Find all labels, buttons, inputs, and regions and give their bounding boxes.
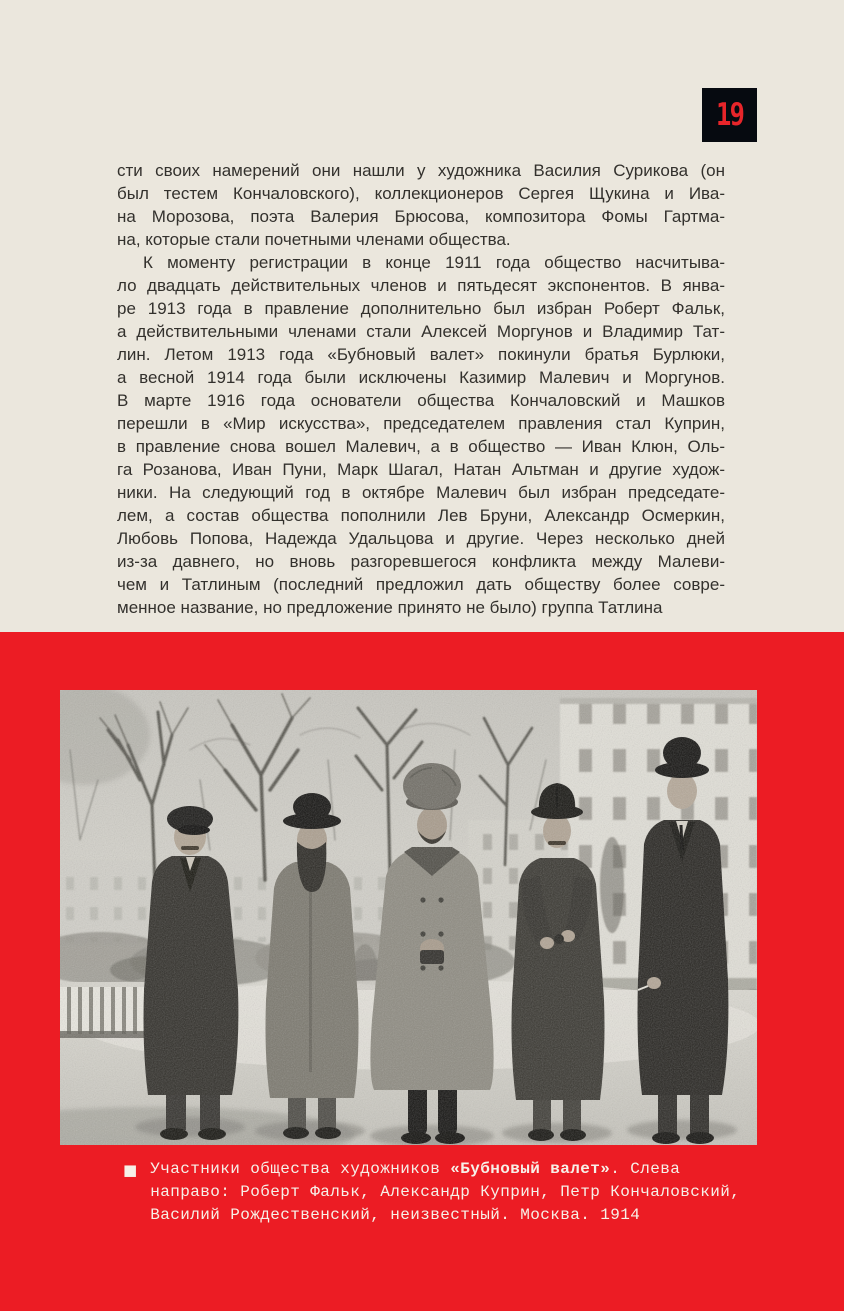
caption-line xyxy=(150,1158,740,1181)
body-line: лем, а состав общества пополнили Лев Бруни, Александр Осмеркин, xyxy=(117,506,725,525)
photo-caption-lines xyxy=(150,1158,740,1227)
red-section xyxy=(0,632,844,1311)
photo-caption xyxy=(123,1158,763,1227)
body-line: а действительными членами стали Алексей Моргунов и Владимир Тат- xyxy=(117,322,725,341)
body-line: ре 1913 года в правление дополнительно был избран Роберт Фальк, xyxy=(117,299,725,318)
caption-line xyxy=(150,1181,740,1204)
body-line: лин. Летом 1913 года «Бубновый валет» покинули братья Бурлюки, xyxy=(117,345,725,364)
body-line: К моменту регистрации в конце 1911 года общество насчитыва- xyxy=(143,253,725,272)
body-line: ло двадцать действительных членов и пятьдесят экспонентов. В янва- xyxy=(117,276,725,295)
body-line: на, которые стали почетными членами общества. xyxy=(117,230,511,249)
body-line: из-за давнего, но вновь разгоревшегося конфликта между Малеви- xyxy=(117,552,725,571)
body-text xyxy=(117,159,725,619)
photo-frame xyxy=(60,690,757,1145)
body-line: а весной 1914 года были исключены Казимир Малевич и Моргунов. xyxy=(117,368,725,387)
body-line: га Розанова, Иван Пуни, Марк Шагал, Натан Альтман и другие худож- xyxy=(117,460,725,479)
caption-text: Василий Рождественский, неизвестный. Москва. 1914 xyxy=(150,1206,641,1224)
body-line: менное название, но предложение принято не было) группа Татлина xyxy=(117,598,663,617)
body-line: был тестем Кончаловского), коллекционеров Сергея Щукина и Ива- xyxy=(117,184,725,203)
body-line: на Морозова, поэта Валерия Брюсова, композитора Фомы Гартма- xyxy=(117,207,725,226)
caption-text: Участники общества художников xyxy=(150,1160,451,1178)
caption-bullet-icon: ■ xyxy=(123,1161,138,1179)
group-photo xyxy=(60,690,757,1145)
body-line: сти своих намерений они нашли у художника Василия Сурикова (он xyxy=(117,161,725,180)
caption-text: направо: Роберт Фальк, Александр Куприн, Петр Кончаловский, xyxy=(150,1183,741,1201)
page-number: 19 xyxy=(715,97,744,133)
page-number-box xyxy=(702,88,757,142)
body-line: перешли в «Мир искусства», председателем правления стал Куприн, xyxy=(117,414,725,433)
caption-text: . Слева xyxy=(610,1160,681,1178)
caption-line xyxy=(150,1204,740,1227)
body-line: ники. На следующий год в октябре Малевич был избран председате- xyxy=(117,483,725,502)
body-line: чем и Татлиным (последний предложил дать обществу более совре- xyxy=(117,575,725,594)
body-line: в правление снова вошел Малевич, а в общество — Иван Клюн, Оль- xyxy=(117,437,725,456)
body-line: Любовь Попова, Надежда Удальцова и другие. Через несколько дней xyxy=(117,529,725,548)
caption-bold-text: «Бубновый валет» xyxy=(450,1160,611,1178)
photo-grain xyxy=(60,690,757,1145)
body-line: В марте 1916 года основатели общества Кончаловский и Машков xyxy=(117,391,725,410)
